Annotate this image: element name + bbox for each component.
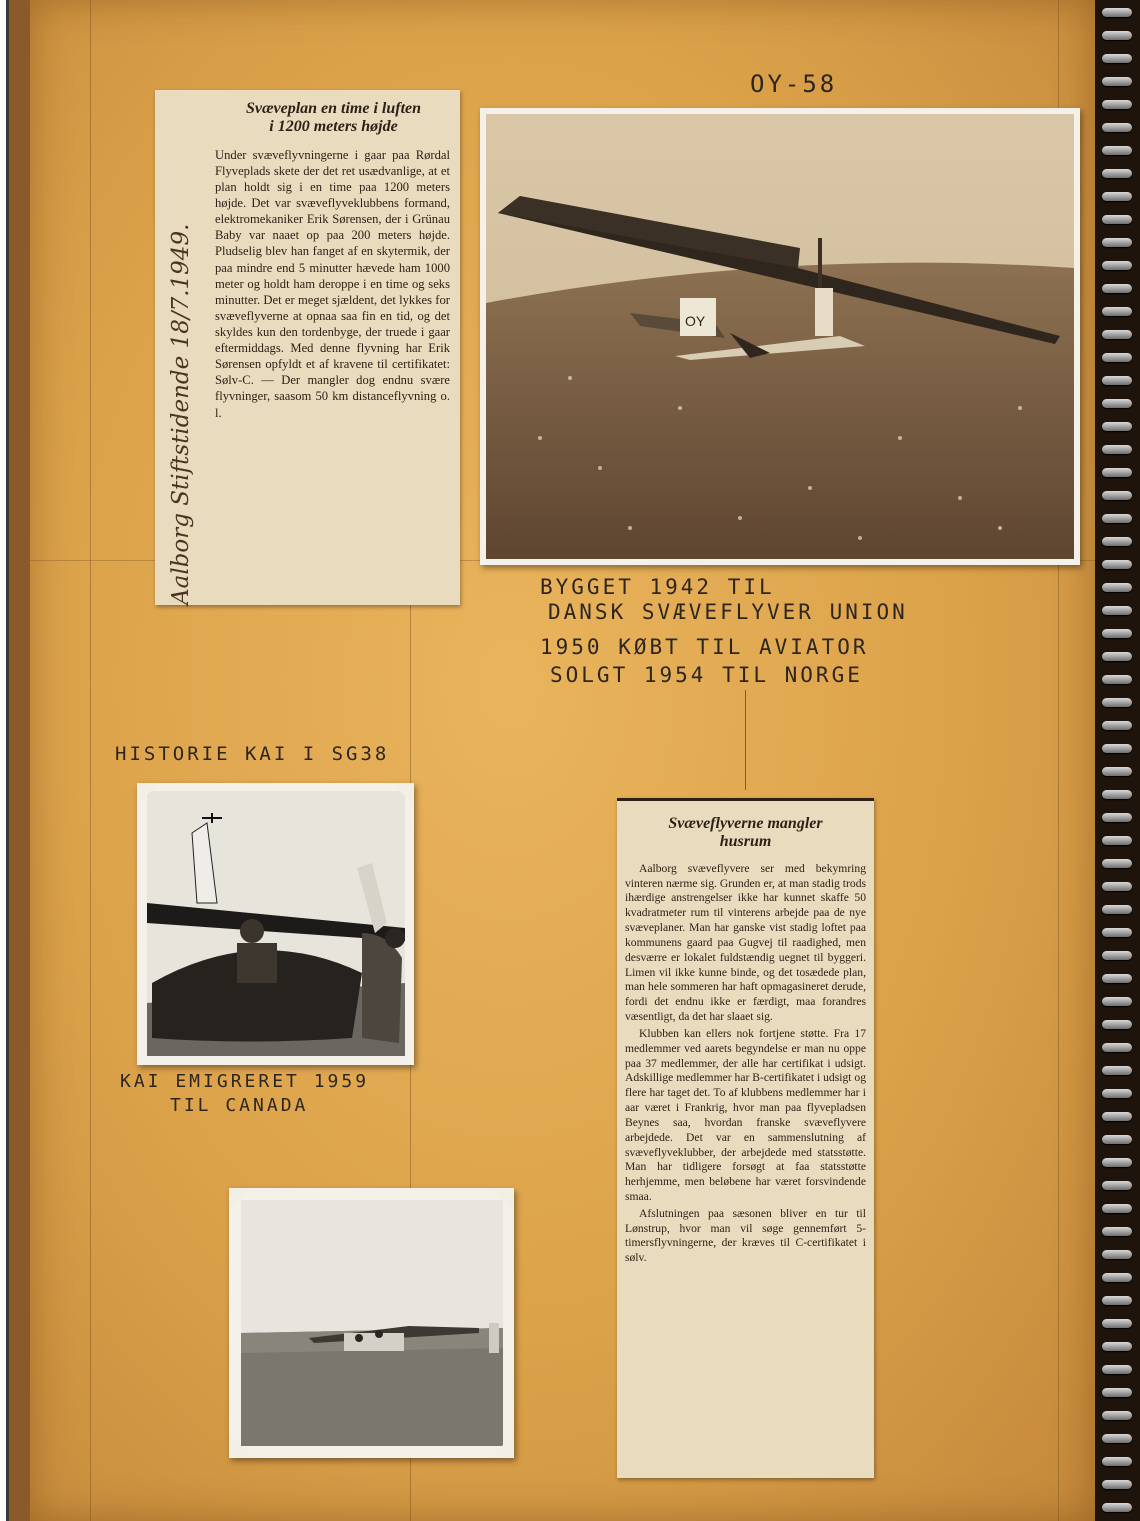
binding-ring bbox=[1102, 491, 1132, 500]
binding-ring bbox=[1102, 974, 1132, 983]
binding-ring bbox=[1102, 1158, 1132, 1167]
ruled-line bbox=[90, 0, 91, 1521]
binding-ring bbox=[1102, 31, 1132, 40]
binding-ring bbox=[1102, 1480, 1132, 1489]
binding-ring bbox=[1102, 997, 1132, 1006]
cockpit-photo-image bbox=[137, 783, 414, 1065]
photo-corner bbox=[490, 1188, 514, 1212]
binding-ring bbox=[1102, 698, 1132, 707]
binding-ring bbox=[1102, 8, 1132, 17]
binding-ring bbox=[1102, 1250, 1132, 1259]
album-left-edge bbox=[0, 0, 30, 1521]
divider-line bbox=[745, 690, 746, 790]
binding-ring bbox=[1102, 1020, 1132, 1029]
registration-mark: OY bbox=[685, 313, 706, 329]
binding-ring bbox=[1102, 1204, 1132, 1213]
binding-ring bbox=[1102, 261, 1132, 270]
binding-ring bbox=[1102, 882, 1132, 891]
newspaper-clipping-2 bbox=[617, 798, 874, 1478]
binding-ring bbox=[1102, 123, 1132, 132]
handwritten-source-note: Aalborg Stiftstidende 18/7.1949. bbox=[168, 223, 194, 605]
clipping-1-body: Under svæveflyvningerne i gaar paa Rørdal Flyveplads skete der det ret usædvanlige, at et plan holdt sig i en time paa 1200 meters højde. Det var svæveflyveklubbens formand, elektromekaniker Erik Sørensen, der i Grünau Baby var naaet op paa 200 meters højde. Pludselig blev han fanget af en skytermik, der paa mindre end 5 minutter hævede ham 1000 meter og holdt ham deroppe i en time og seks minutter. Det er meget sjældent, det lykkes for svæveflyverne at opnaa saa fin en tid, og det skyldes kun den tordenbyge, der truede i gaar eftermiddags. Med denne flyvning har Erik Sørensen opfyldt et af kravene til certifikatet: Sølv-C. — Der mangler dog endnu svære flyvninger, saasom 50 km distanceflyvning o. l. bbox=[215, 147, 450, 420]
binding-ring bbox=[1102, 721, 1132, 730]
clipping-2-paragraph-3: Afslutningen paa sæsonen bliver en tur til Lønstrup, hvor man vil søge gennemført 5-timersflyvningerne, der kræves til C-certifikatet i sølv. bbox=[625, 1206, 866, 1265]
binding-ring bbox=[1102, 629, 1132, 638]
binding-ring bbox=[1102, 100, 1132, 109]
binding-ring bbox=[1102, 399, 1132, 408]
photo-caption-1: KAI EMIGRERET 1959 bbox=[120, 1071, 370, 1092]
binding-ring bbox=[1102, 1089, 1132, 1098]
binding-ring bbox=[1102, 215, 1132, 224]
binding-ring bbox=[1102, 859, 1132, 868]
handwritten-history-note: HISTORIE KAI I SG38 bbox=[115, 743, 390, 765]
binding-ring bbox=[1102, 54, 1132, 63]
photo-corner bbox=[229, 1434, 253, 1458]
binding-ring bbox=[1102, 422, 1132, 431]
binding-ring bbox=[1102, 1388, 1132, 1397]
binding-ring bbox=[1102, 77, 1132, 86]
binding-ring bbox=[1102, 376, 1132, 385]
binding-ring bbox=[1102, 537, 1132, 546]
field-photo-image bbox=[229, 1188, 514, 1458]
photo-corner bbox=[229, 1188, 253, 1212]
binding-ring bbox=[1102, 330, 1132, 339]
binding-ring bbox=[1102, 514, 1132, 523]
newspaper-clipping-1 bbox=[155, 90, 460, 605]
binding-ring bbox=[1102, 468, 1132, 477]
binding-ring bbox=[1102, 675, 1132, 684]
binding-ring bbox=[1102, 1066, 1132, 1075]
page-label: OY-58 bbox=[750, 70, 838, 98]
binding-ring bbox=[1102, 1503, 1132, 1512]
binding-ring bbox=[1102, 1434, 1132, 1443]
binding-ring bbox=[1102, 1043, 1132, 1052]
binding-ring bbox=[1102, 1411, 1132, 1420]
binding-ring bbox=[1102, 905, 1132, 914]
photo-corner bbox=[392, 783, 414, 805]
binding-ring bbox=[1102, 192, 1132, 201]
binding-ring bbox=[1102, 1227, 1132, 1236]
binding-ring bbox=[1102, 1135, 1132, 1144]
binding-ring bbox=[1102, 1319, 1132, 1328]
photo-corner bbox=[490, 1434, 514, 1458]
binding-ring bbox=[1102, 445, 1132, 454]
binding-ring bbox=[1102, 606, 1132, 615]
binding-ring bbox=[1102, 307, 1132, 316]
binding-ring bbox=[1102, 951, 1132, 960]
binding-ring bbox=[1102, 1181, 1132, 1190]
binding-ring bbox=[1102, 1365, 1132, 1374]
handwritten-line-3: 1950 KØBT TIL AVIATOR bbox=[540, 635, 869, 659]
binding-ring bbox=[1102, 284, 1132, 293]
clipping-2-headline: Svæveflyverne mangler husrum bbox=[668, 815, 823, 851]
binding-ring bbox=[1102, 169, 1132, 178]
field-photo bbox=[229, 1188, 514, 1458]
photo-caption-2: TIL CANADA bbox=[170, 1095, 309, 1116]
binding-ring bbox=[1102, 146, 1132, 155]
clipping-2-paragraph-1: Aalborg svæveflyvere ser med bekymring vinteren nærme sig. Grunden er, at man stadig trods ihærdige anstrengelser ikke har kunnet skaffe 50 kvadratmeter rum til vinterens arbejde paa de nye svæveplaner. Man har ganske vist stadig loftet paa kommunens gaard paa Gugvej til raadighed, men desværre er lokalet fuldstændig uegnet til byggeri. Limen vil ikke kunne binde, og det tosædede plan, man hele sommeren har haft opmagasineret derude, fordi det endnu ikke er færdigt, maa forandres væsentligt, da det har slaaet sig. bbox=[625, 861, 866, 1024]
handwritten-line-4: SOLGT 1954 TIL NORGE bbox=[550, 663, 863, 687]
glider-photo-image bbox=[480, 108, 1080, 565]
binding-ring bbox=[1102, 1342, 1132, 1351]
binding-ring bbox=[1102, 1296, 1132, 1305]
clipping-2-paragraph-2: Klubben kan ellers nok fortjene støtte. Fra 17 medlemmer ved aarets begyndelse er man nu oppe paa 37 medlemmer, der alle har certifikat i udsigt. Adskillige medlemmer har B-certifikatet i udsigt og flere har taget det. To af klubbens medlemmer har i aar været i Frankrig, hvor man paa flyvepladsen Beynes saa, hvordan franske svæveflyvere arbejdede. Det var en sammenslutning af svæveflyveklubber, der arbejdede med statsstøtte. Man har tidligere forsøgt at faa statsstøtte herhjemme, men beløbene har været forsvindende smaa. bbox=[625, 1026, 866, 1203]
glider-photo bbox=[480, 108, 1080, 565]
binding-ring bbox=[1102, 1457, 1132, 1466]
clipping-1-headline: Svæveplan en time i luften i 1200 meters højde bbox=[245, 100, 422, 136]
binding-ring bbox=[1102, 790, 1132, 799]
binding-ring bbox=[1102, 1112, 1132, 1121]
binding-ring bbox=[1102, 238, 1132, 247]
cockpit-photo bbox=[137, 783, 414, 1065]
binding-ring bbox=[1102, 928, 1132, 937]
spiral-binding bbox=[1095, 0, 1140, 1521]
binding-ring bbox=[1102, 583, 1132, 592]
binding-ring bbox=[1102, 836, 1132, 845]
binding-ring bbox=[1102, 353, 1132, 362]
binding-ring bbox=[1102, 767, 1132, 776]
binding-ring bbox=[1102, 744, 1132, 753]
binding-ring bbox=[1102, 813, 1132, 822]
binding-ring bbox=[1102, 560, 1132, 569]
photo-corner bbox=[137, 783, 159, 805]
handwritten-line-2: DANSK SVÆVEFLYVER UNION bbox=[548, 600, 908, 624]
binding-ring bbox=[1102, 652, 1132, 661]
handwritten-line-1: BYGGET 1942 TIL bbox=[540, 575, 775, 599]
binding-ring bbox=[1102, 1273, 1132, 1282]
